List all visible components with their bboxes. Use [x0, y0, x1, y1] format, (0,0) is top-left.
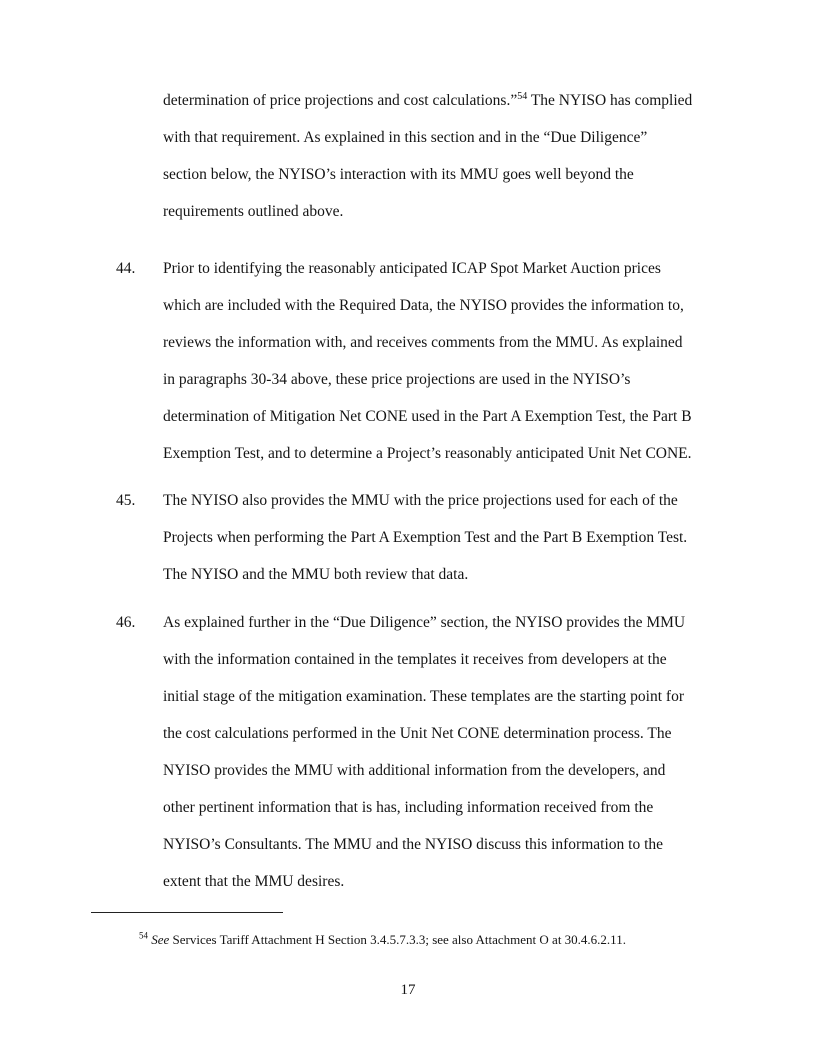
- paragraph-line: Projects when performing the Part A Exemption Test and the Part B Exemption Test.: [163, 529, 688, 546]
- footnote-separator: [91, 912, 283, 913]
- paragraph-line: The NYISO and the MMU both review that data.: [163, 566, 469, 583]
- paragraph-line: NYISO’s Consultants. The MMU and the NYISO discuss this information to the: [163, 836, 664, 853]
- footnote-reference[interactable]: 54: [517, 90, 528, 102]
- paragraph-line: with the information contained in the templates it receives from developers at the: [163, 651, 667, 668]
- intro-line: with that requirement. As explained in this section and in the “Due Diligence”: [163, 129, 648, 146]
- paragraph-line: NYISO provides the MMU with additional information from the developers, and: [163, 762, 666, 779]
- footnote-number: 54: [139, 930, 148, 941]
- intro-line-1: [163, 92, 692, 110]
- paragraph-number: 46.: [116, 614, 136, 631]
- footnote-text: Services Tariff Attachment H Section 3.4.5.7.3.3; see also Attachment O at 30.4.6.2.11.: [169, 932, 626, 947]
- paragraph-number: 44.: [116, 260, 136, 277]
- paragraph-line: determination of Mitigation Net CONE used in the Part A Exemption Test, the Part B: [163, 408, 692, 425]
- footnote: [139, 932, 626, 948]
- paragraph-number: 45.: [116, 492, 136, 509]
- paragraph-line: other pertinent information that is has, including information received from the: [163, 799, 654, 816]
- paragraph-line: Prior to identifying the reasonably anticipated ICAP Spot Market Auction prices: [163, 260, 661, 277]
- paragraph-line: As explained further in the “Due Diligence” section, the NYISO provides the MMU: [163, 614, 686, 631]
- paragraph-line: which are included with the Required Data, the NYISO provides the information to,: [163, 297, 684, 314]
- intro-line-1-tail: The NYISO has complied: [527, 92, 693, 109]
- paragraph-line: Exemption Test, and to determine a Project’s reasonably anticipated Unit Net CONE.: [163, 445, 692, 462]
- paragraph-line: The NYISO also provides the MMU with the price projections used for each of the: [163, 492, 678, 509]
- paragraph-line: reviews the information with, and receives comments from the MMU. As explained: [163, 334, 683, 351]
- paragraph-line: in paragraphs 30-34 above, these price projections are used in the NYISO’s: [163, 371, 631, 388]
- intro-line: requirements outlined above.: [163, 203, 344, 220]
- footnote-see: See: [151, 932, 170, 947]
- paragraph-line: initial stage of the mitigation examination. These templates are the starting point for: [163, 688, 684, 705]
- page-number: 17: [400, 982, 416, 998]
- paragraph-line: extent that the MMU desires.: [163, 873, 345, 890]
- paragraph-line: the cost calculations performed in the Unit Net CONE determination process. The: [163, 725, 672, 742]
- intro-line: section below, the NYISO’s interaction with its MMU goes well beyond the: [163, 166, 634, 183]
- intro-line-1-text: determination of price projections and cost calculations.”: [163, 92, 518, 109]
